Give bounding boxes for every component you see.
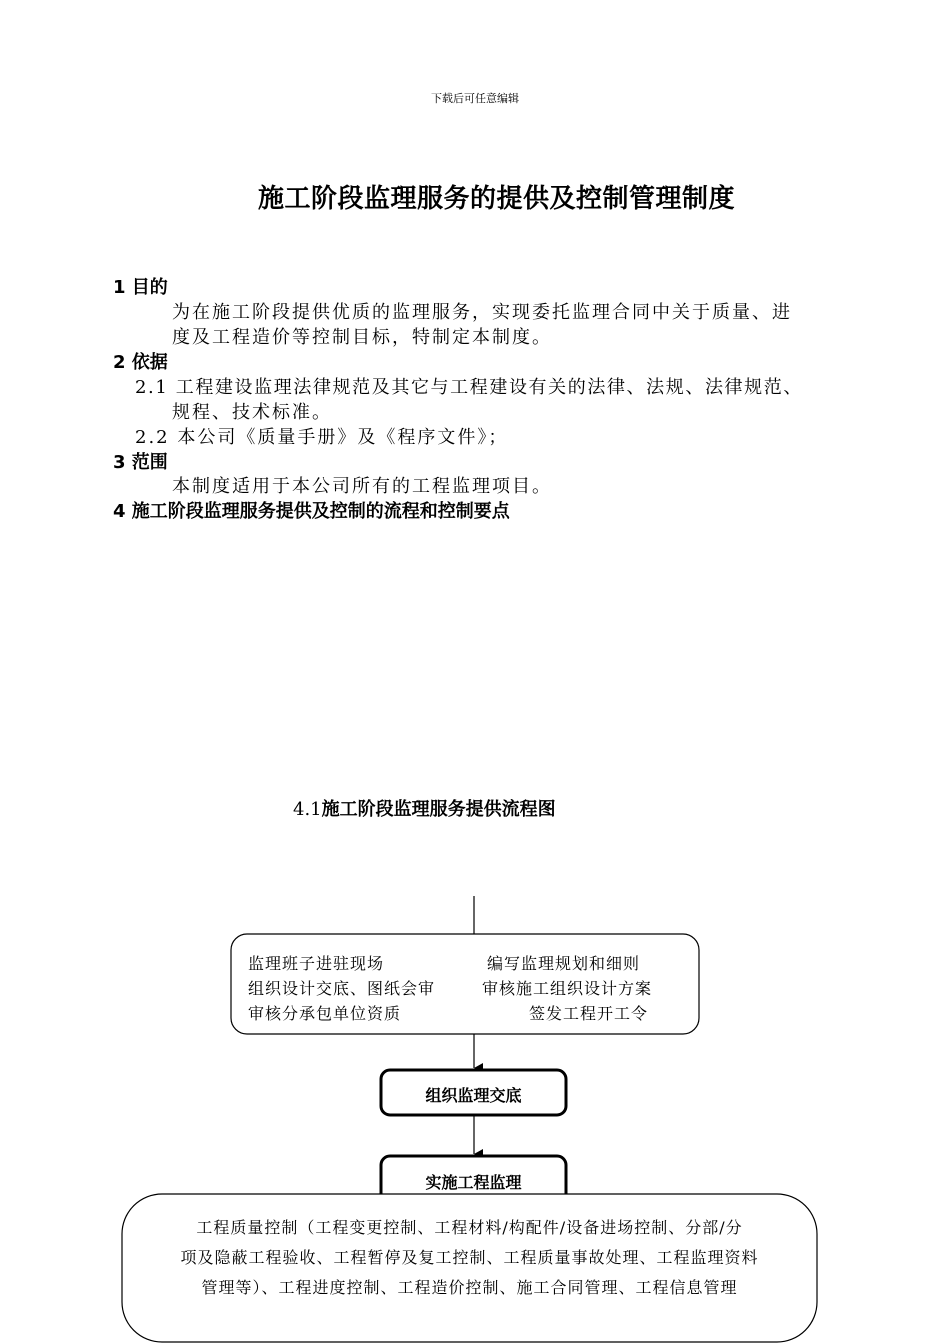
header-note: 下载后可任意编辑 <box>431 92 519 105</box>
flow-step3-label: 实施工程监理 <box>425 1173 522 1192</box>
section-1-text-line2: 度及工程造价等控制目标，特制定本制度。 <box>172 327 552 348</box>
section-4-heading: 4 施工阶段监理服务提供及控制的流程和控制要点 <box>113 501 510 522</box>
section-2-heading: 2 依据 <box>113 352 168 373</box>
box4-line-1: 工程质量控制（工程变更控制、工程材料/构配件/设备进场控制、分部/分 <box>196 1218 743 1237</box>
box1-left-item-2: 组织设计交底、图纸会审 <box>248 979 436 998</box>
section-1-heading: 1 目的 <box>113 277 168 298</box>
section-1-text-line1: 为在施工阶段提供优质的监理服务，实现委托监理合同中关于质量、进 <box>172 302 792 323</box>
section-3-text: 本制度适用于本公司所有的工程监理项目。 <box>172 476 552 497</box>
subsection-title: 施工阶段监理服务提供流程图 <box>321 799 556 820</box>
box1-right-item-2: 审核施工组织设计方案 <box>482 979 653 998</box>
section-2-1-line1: 2.1 工程建设监理法律规范及其它与工程建设有关的法律、法规、法律规范、 <box>135 377 803 398</box>
section-2-2: 2.2 本公司《质量手册》及《程序文件》； <box>135 427 509 448</box>
box4-line-2: 项及隐蔽工程验收、工程暂停及复工控制、工程质量事故处理、工程监理资料 <box>180 1248 759 1267</box>
flow-step2-label: 组织监理交底 <box>425 1086 522 1105</box>
box1-left-item-3: 审核分承包单位资质 <box>248 1004 402 1023</box>
subsection-number: 4.1 <box>293 799 322 820</box>
page-title: 施工阶段监理服务的提供及控制管理制度 <box>258 184 736 214</box>
section-2-1-line2: 规程、技术标准。 <box>172 402 332 423</box>
section-3-heading: 3 范围 <box>113 452 168 473</box>
box4-line-3: 管理等）、工程进度控制、工程造价控制、施工合同管理、工程信息管理 <box>201 1278 738 1297</box>
box1-left-item-1: 监理班子进驻现场 <box>248 954 385 973</box>
box1-right-item-3: 签发工程开工令 <box>529 1004 649 1023</box>
box1-right-item-1: 编写监理规划和细则 <box>487 954 641 973</box>
